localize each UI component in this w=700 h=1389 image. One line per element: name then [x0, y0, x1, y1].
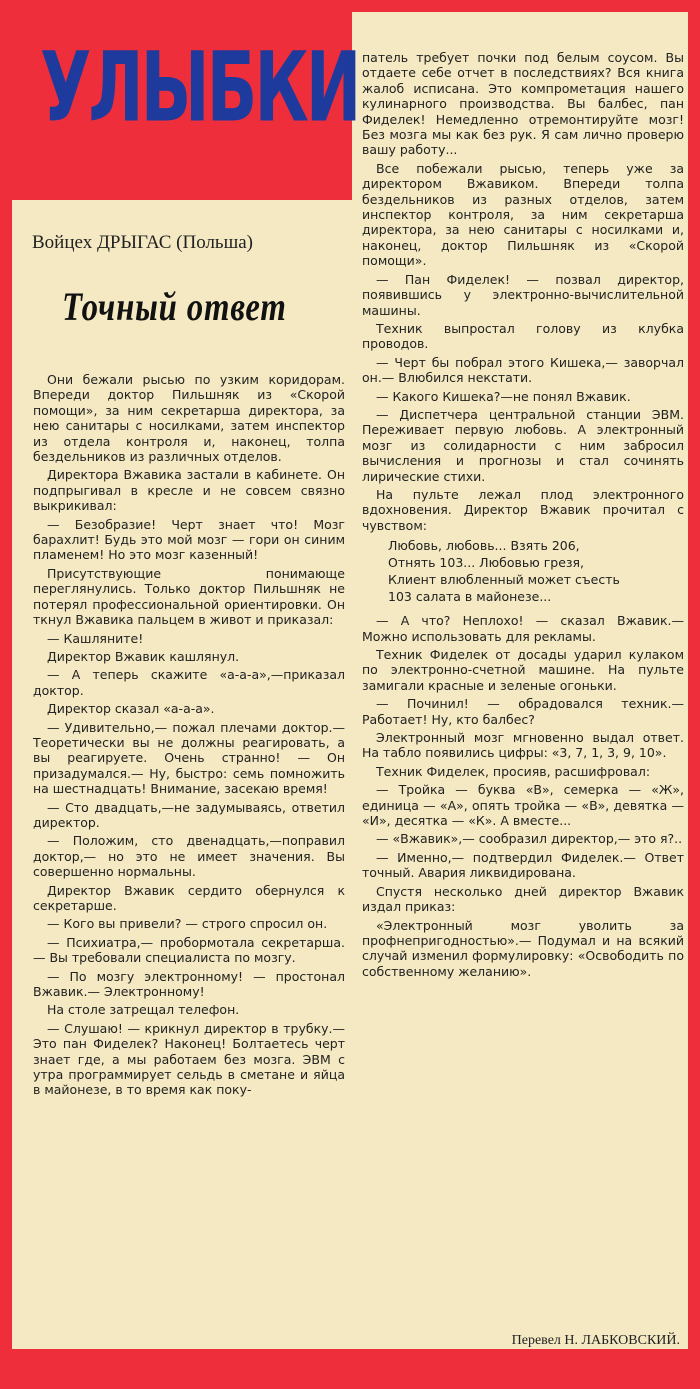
paragraph: — Тройка — буква «В», семерка — «Ж», единица — «А», опять тройка — «В», девятка — «И», десятка — «К». А вместе... [362, 782, 684, 829]
article-title: Точный ответ [62, 284, 287, 329]
paragraph: Электронный мозг мгновенно выдал ответ. На табло появились цифры: «3, 7, 1, 3, 9, 10». [362, 730, 684, 761]
verse-line: Любовь, любовь... Взять 206, [388, 538, 580, 554]
paragraph: Директор Вжавик кашлянул. [47, 648, 240, 664]
paragraph: Директор сказал «а-а-а». [47, 701, 215, 717]
paragraph: патель требует почки под белым соусом. Вы отдаете себе отчет в последствиях? Вся книга жалоб исписана. Это компрометация нашего кулинарного производства. Вы балбес, пан Фиделек! Немедленно отремонтируйте мозг! Без мозга мы как без рук. Я сам лично проверю вашу работу... [362, 50, 684, 158]
paragraph: Техник выпростал голову из клубка проводов. [362, 320, 684, 352]
paragraph: Директора Вжавика застали в кабинете. Он подпрыгивал в кресле и не совсем связно выкрикивал: [33, 467, 345, 514]
paragraph: Техник Фиделек, просияв, расшифровал: [376, 763, 651, 779]
paragraph: — А что? Неплохо! — сказал Вжавик.— Можно использовать для рекламы. [362, 613, 684, 644]
paragraph: — Пан Фиделек! — позвал директор, появившись у электронно-вычислительной машины. [362, 271, 684, 318]
left-border [0, 0, 12, 1389]
paragraph: — Безобразие! Черт знает что! Мозг барахлит! Будь это мой мозг — гори он синим пламенем! Но это мозг казенный! [33, 516, 345, 563]
paragraph: — Диспетчера центральной станции ЭВМ. Переживает первую любовь. А электронный мозг из солидарности с ним забросил вычисления и прогнозы и стал сочинять лирические стихи. [362, 406, 684, 484]
paragraph: — «Вжавик»,— сообразил директор,— это я?.. [376, 831, 683, 847]
paragraph: Все побежали рысью, теперь уже за директором Вжавиком. Впереди толпа бездельников из разных отделов, затем инспектор контроля, за ним секретарша директора, за нею санитары с носилками и, наконец, доктор Пильшняк из «Скорой помощи». [362, 160, 684, 269]
paragraph: Директор Вжавик сердито обернулся к секретарше. [33, 882, 345, 913]
left-column [33, 372, 345, 1101]
paragraph: На пульте лежал плод электронного вдохновения. Директор Вжавик прочитал с чувством: [362, 486, 684, 533]
paragraph: — Какого Кишека?—не понял Вжавик. [376, 388, 631, 404]
paragraph: «Электронный мозг уволить за профнепригодностью».— Подумал и на всякий случай изменил формулировку: «Освободить по собственному желанию». [362, 917, 684, 979]
paragraph: Спустя несколько дней директор Вжавик издал приказ: [362, 883, 684, 915]
verse-line: Клиент влюбленный может съесть [388, 572, 620, 588]
paragraph: — Удивительно,— пожал плечами доктор.— Теоретически вы не должны реагировать, а вы реагируете. Очень странно! — Он призадумался.— Ну, быстро: семь помножить на шестнадцать! Внимание, засекаю время! [33, 719, 345, 797]
paragraph: — Кого вы привели? — строго спросил он. [47, 916, 328, 932]
right-column [362, 50, 684, 982]
verse [388, 537, 684, 605]
paragraph: — Сто двадцать,—не задумываясь, ответил директор. [33, 799, 345, 830]
paragraph: Они бежали рысью по узким коридорам. Впереди доктор Пильшняк из «Скорой помощи», за ним секретарша директора, за нею санитары с носилками, затем инспектор из отдела контроля и, наконец, толпа бездельников из различных отделов. [33, 372, 345, 465]
bottom-border [0, 1349, 700, 1389]
rubric-title: УЛЫБКИ [40, 32, 359, 144]
paragraph: — Кашляните! [47, 630, 144, 646]
article-author: Войцех ДРЫГАС (Польша) [32, 232, 253, 253]
paragraph: Присутствующие понимающе переглянулись. Только доктор Пильшняк не потерял профессиональной ориентировки. Он ткнул Вжавика пальцем в живот и приказал: [33, 565, 345, 628]
paragraph: — Психиатра,— пробормотала секретарша.— Вы требовали специалиста по мозгу. [33, 934, 345, 966]
paragraph: Техник Фиделек от досады ударил кулаком по электронно-счетной машине. На пульте замигали красные и зеленые огоньки. [362, 647, 684, 693]
right-border [688, 0, 700, 1389]
translator-credit: Перевел Н. ЛАБКОВСКИЙ. [511, 1333, 680, 1348]
paragraph: — А теперь скажите «а-а-а»,—приказал доктор. [33, 667, 345, 698]
verse-line: Отнять 103... Любовью грезя, [388, 555, 585, 571]
paragraph: — Именно,— подтвердил Фиделек.— Ответ точный. Авария ликвидирована. [362, 849, 684, 881]
top-border [0, 0, 700, 12]
paragraph: — Черт бы побрал этого Кишека,— заворчал он.— Влюбился некстати. [362, 354, 684, 386]
paragraph: — Починил! — обрадовался техник.— Работает! Ну, кто балбес? [362, 696, 684, 727]
paragraph: — Положим, сто двенадцать,—поправил доктор,— но это не имеет значения. Вы совершенно нормальны. [33, 833, 345, 880]
verse-line: 103 салата в майонезе... [388, 589, 552, 605]
paragraph: На столе затрещал телефон. [47, 1002, 240, 1018]
paragraph: — По мозгу электронному! — простонал Вжавик.— Электронному! [33, 968, 345, 1000]
paragraph: — Слушаю! — крикнул директор в трубку.— Это пан Фиделек? Наконец! Болтаетесь черт знает где, а мы работаем без мозга. ЭВМ с утра программирует сельдь в сметане и яйца в майонезе, в то время как поку- [33, 1020, 345, 1098]
